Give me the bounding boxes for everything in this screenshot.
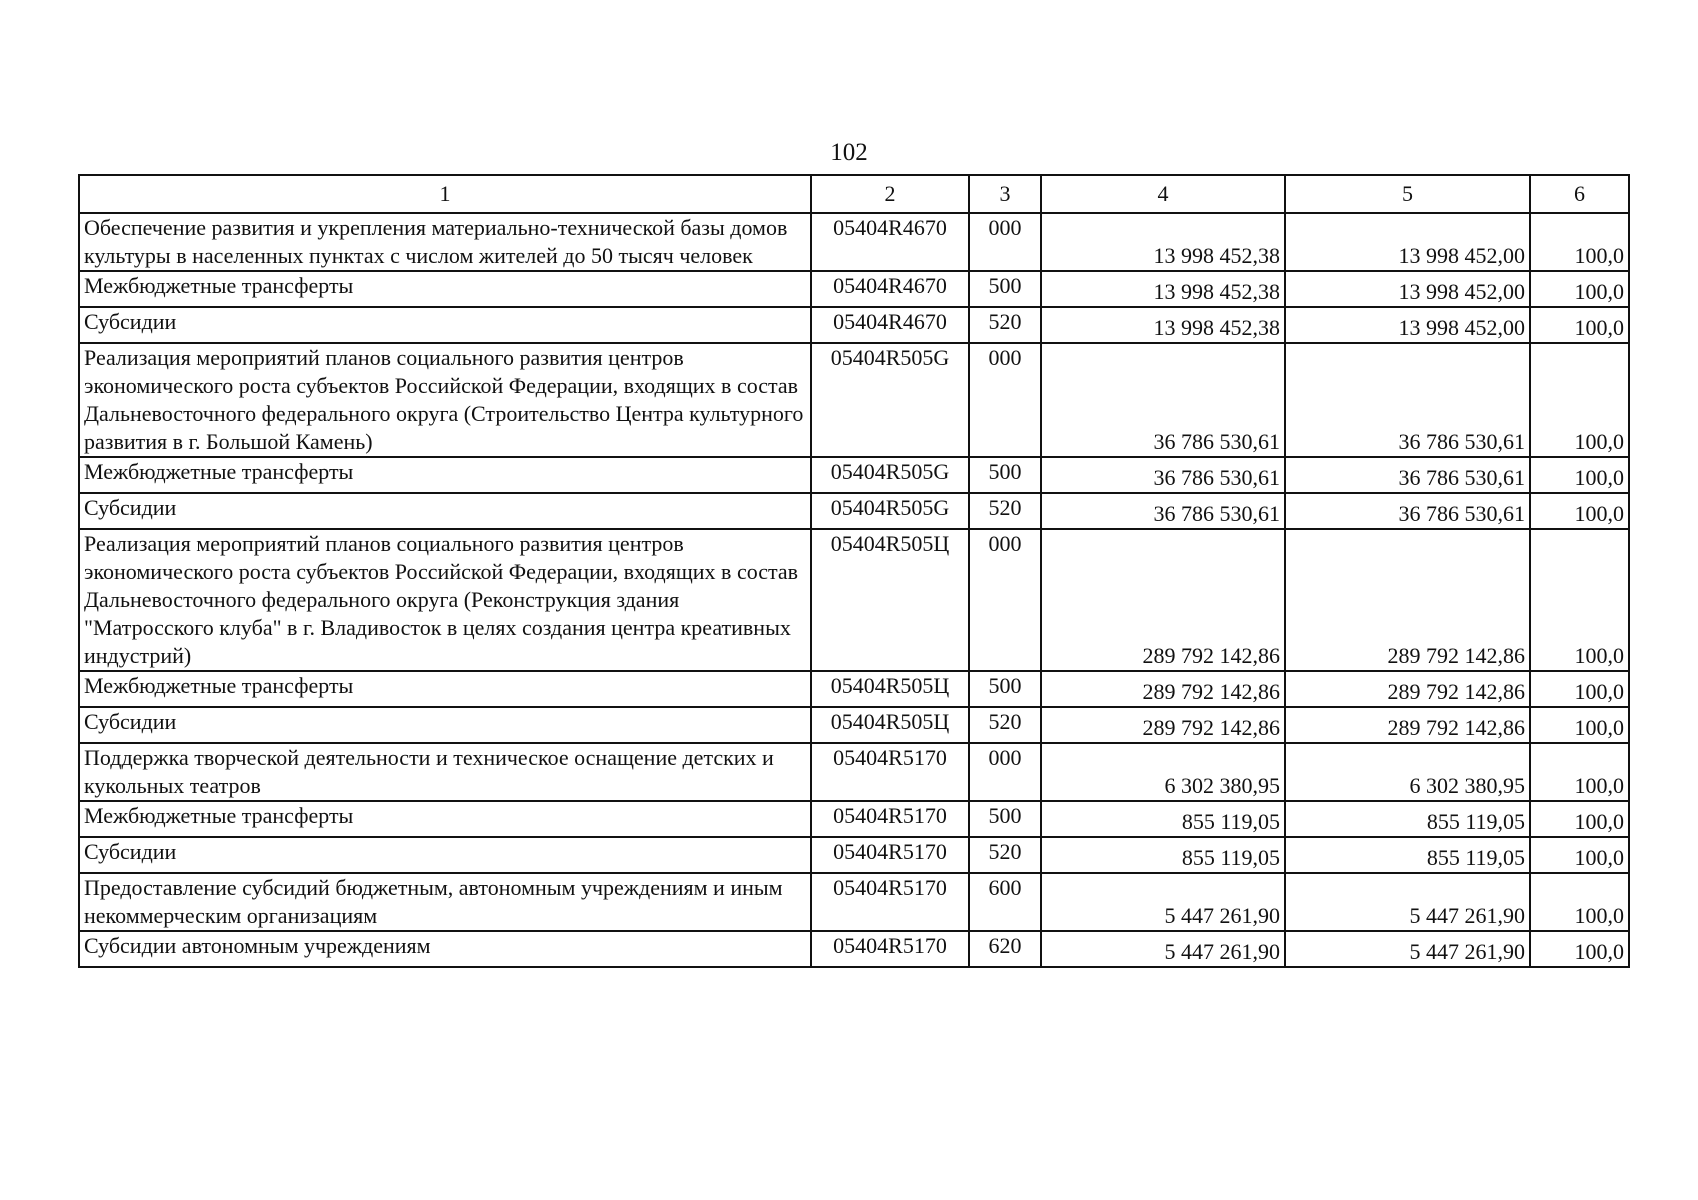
row-code-cell: 05404R5170 (811, 801, 969, 837)
row-code-cell: 05404R5170 (811, 837, 969, 873)
row-plan-cell: 5 447 261,90 (1041, 873, 1285, 931)
table-row (79, 493, 1629, 529)
row-code-cell: 05404R4670 (811, 213, 969, 271)
row-code-cell: 05404R505G (811, 457, 969, 493)
row-code-cell: 05404R5170 (811, 873, 969, 931)
row-fact-cell: 36 786 530,61 (1285, 493, 1530, 529)
row-type-cell: 620 (969, 931, 1041, 967)
row-plan-cell: 36 786 530,61 (1041, 457, 1285, 493)
row-name-cell: Поддержка творческой деятельности и техническое оснащение детских и кукольных театров (79, 743, 811, 801)
header-cell: 3 (969, 175, 1041, 213)
row-code-cell: 05404R505G (811, 343, 969, 457)
table-row (79, 307, 1629, 343)
row-code-cell: 05404R5170 (811, 931, 969, 967)
row-name-cell: Межбюджетные трансферты (79, 671, 811, 707)
row-plan-cell: 6 302 380,95 (1041, 743, 1285, 801)
row-plan-cell: 855 119,05 (1041, 837, 1285, 873)
row-name-cell: Реализация мероприятий планов социального развития центров экономического роста субъектов Российской Федерации, входящих в состав Дальневосточного федерального округа (Строительство Центра культурного развития в г. Большой Камень) (79, 343, 811, 457)
row-percent-cell: 100,0 (1530, 343, 1629, 457)
row-fact-cell: 289 792 142,86 (1285, 529, 1530, 671)
row-percent-cell: 100,0 (1530, 493, 1629, 529)
row-percent-cell: 100,0 (1530, 801, 1629, 837)
row-percent-cell: 100,0 (1530, 837, 1629, 873)
row-type-cell: 000 (969, 529, 1041, 671)
row-name-cell: Субсидии (79, 493, 811, 529)
row-code-cell: 05404R505Ц (811, 529, 969, 671)
row-name-cell: Предоставление субсидий бюджетным, автономным учреждениям и иным некоммерческим организациям (79, 873, 811, 931)
row-type-cell: 500 (969, 671, 1041, 707)
row-percent-cell: 100,0 (1530, 213, 1629, 271)
row-code-cell: 05404R4670 (811, 307, 969, 343)
row-percent-cell: 100,0 (1530, 671, 1629, 707)
row-percent-cell: 100,0 (1530, 743, 1629, 801)
table-row (79, 801, 1629, 837)
table-row (79, 931, 1629, 967)
row-percent-cell: 100,0 (1530, 707, 1629, 743)
table-body (79, 213, 1629, 967)
row-fact-cell: 5 447 261,90 (1285, 931, 1530, 967)
row-name-cell: Субсидии (79, 307, 811, 343)
row-name-cell: Реализация мероприятий планов социального развития центров экономического роста субъектов Российской Федерации, входящих в состав Дальневосточного федерального округа (Реконструкция здания "Матросского клуба" в г. Владивосток в целях создания центра креативных индустрий) (79, 529, 811, 671)
row-code-cell: 05404R505Ц (811, 671, 969, 707)
header-cell: 6 (1530, 175, 1629, 213)
row-name-cell: Обеспечение развития и укрепления материально-технической базы домов культуры в населенных пунктах с числом жителей до 50 тысяч человек (79, 213, 811, 271)
row-plan-cell: 13 998 452,38 (1041, 271, 1285, 307)
budget-table (78, 174, 1630, 968)
row-plan-cell: 855 119,05 (1041, 801, 1285, 837)
row-code-cell: 05404R505G (811, 493, 969, 529)
row-percent-cell: 100,0 (1530, 457, 1629, 493)
row-type-cell: 000 (969, 213, 1041, 271)
row-type-cell: 500 (969, 271, 1041, 307)
row-plan-cell: 36 786 530,61 (1041, 343, 1285, 457)
row-fact-cell: 289 792 142,86 (1285, 707, 1530, 743)
row-plan-cell: 289 792 142,86 (1041, 529, 1285, 671)
row-fact-cell: 855 119,05 (1285, 837, 1530, 873)
row-type-cell: 600 (969, 873, 1041, 931)
row-percent-cell: 100,0 (1530, 307, 1629, 343)
row-percent-cell: 100,0 (1530, 271, 1629, 307)
row-name-cell: Межбюджетные трансферты (79, 457, 811, 493)
row-type-cell: 000 (969, 343, 1041, 457)
row-name-cell: Субсидии (79, 707, 811, 743)
row-name-cell: Межбюджетные трансферты (79, 271, 811, 307)
header-cell: 4 (1041, 175, 1285, 213)
row-fact-cell: 36 786 530,61 (1285, 343, 1530, 457)
table-row (79, 707, 1629, 743)
row-name-cell: Субсидии (79, 837, 811, 873)
row-percent-cell: 100,0 (1530, 873, 1629, 931)
table-row (79, 743, 1629, 801)
header-cell: 2 (811, 175, 969, 213)
row-type-cell: 000 (969, 743, 1041, 801)
row-fact-cell: 289 792 142,86 (1285, 671, 1530, 707)
row-fact-cell: 855 119,05 (1285, 801, 1530, 837)
row-plan-cell: 13 998 452,38 (1041, 307, 1285, 343)
table-row (79, 873, 1629, 931)
table-row (79, 837, 1629, 873)
header-cell: 5 (1285, 175, 1530, 213)
row-code-cell: 05404R505Ц (811, 707, 969, 743)
row-fact-cell: 6 302 380,95 (1285, 743, 1530, 801)
row-fact-cell: 13 998 452,00 (1285, 213, 1530, 271)
row-type-cell: 520 (969, 707, 1041, 743)
row-type-cell: 520 (969, 837, 1041, 873)
table-row (79, 529, 1629, 671)
row-code-cell: 05404R4670 (811, 271, 969, 307)
row-percent-cell: 100,0 (1530, 529, 1629, 671)
row-type-cell: 500 (969, 801, 1041, 837)
row-plan-cell: 289 792 142,86 (1041, 671, 1285, 707)
row-plan-cell: 36 786 530,61 (1041, 493, 1285, 529)
row-code-cell: 05404R5170 (811, 743, 969, 801)
row-plan-cell: 13 998 452,38 (1041, 213, 1285, 271)
row-name-cell: Межбюджетные трансферты (79, 801, 811, 837)
header-cell: 1 (79, 175, 811, 213)
row-fact-cell: 13 998 452,00 (1285, 271, 1530, 307)
table-row (79, 213, 1629, 271)
row-plan-cell: 289 792 142,86 (1041, 707, 1285, 743)
row-name-cell: Субсидии автономным учреждениям (79, 931, 811, 967)
table-row (79, 271, 1629, 307)
table-row (79, 457, 1629, 493)
table-row (79, 343, 1629, 457)
row-plan-cell: 5 447 261,90 (1041, 931, 1285, 967)
page-number: 102 (830, 139, 868, 166)
row-type-cell: 520 (969, 307, 1041, 343)
row-fact-cell: 13 998 452,00 (1285, 307, 1530, 343)
row-fact-cell: 5 447 261,90 (1285, 873, 1530, 931)
row-type-cell: 520 (969, 493, 1041, 529)
table-row (79, 671, 1629, 707)
row-type-cell: 500 (969, 457, 1041, 493)
header-row (79, 175, 1629, 213)
row-fact-cell: 36 786 530,61 (1285, 457, 1530, 493)
row-percent-cell: 100,0 (1530, 931, 1629, 967)
